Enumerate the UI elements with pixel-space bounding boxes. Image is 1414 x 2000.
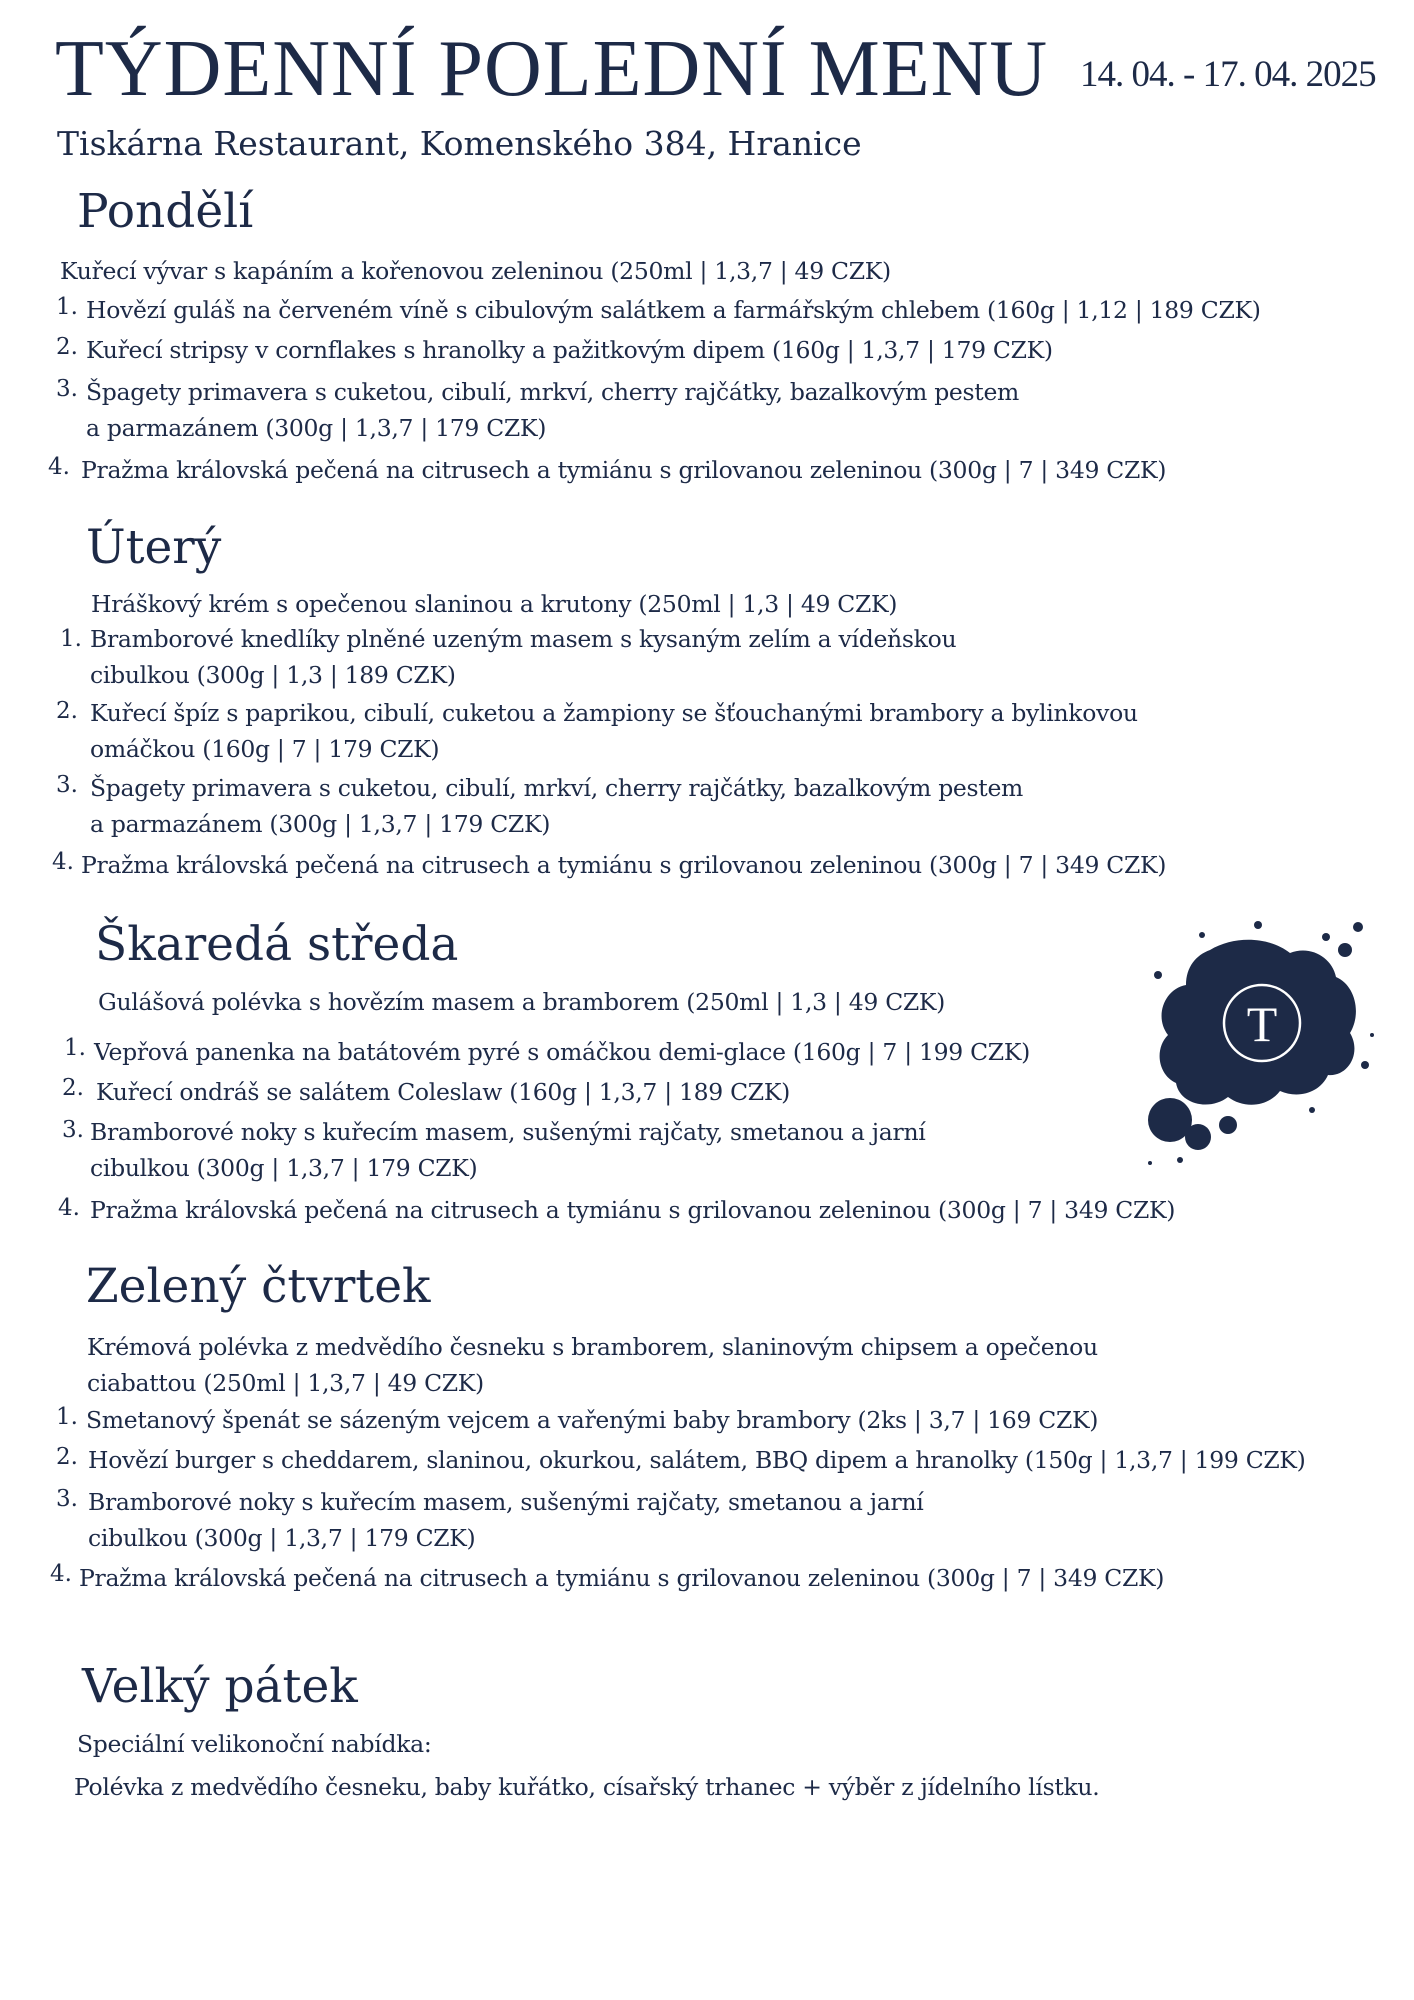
menu-item: Pražma královská pečená na citrusech a tymiánu s grilovanou zeleninou (300g | 7 | 349 CZK) bbox=[79, 1564, 1165, 1592]
soup-monday: Kuřecí vývar s kapáním a kořenovou zeleninou (250ml | 1,3,7 | 49 CZK) bbox=[60, 257, 891, 285]
item-number: 2. bbox=[62, 1075, 84, 1101]
menu-item: Pražma královská pečená na citrusech a tymiánu s grilovanou zeleninou (300g | 7 | 349 CZK) bbox=[81, 456, 1167, 484]
menu-item: Bramborové noky s kuřecím masem, sušenými rajčaty, smetanou a jarní bbox=[90, 1118, 926, 1146]
special-offer-text: Polévka z medvědího česneku, baby kuřátko, císařský trhanec + výběr z jídelního lístku. bbox=[74, 1773, 1100, 1801]
menu-item: Smetanový špenát se sázeným vejcem a vařenými baby brambory (2ks | 3,7 | 169 CZK) bbox=[86, 1406, 1099, 1434]
restaurant-logo bbox=[1140, 915, 1380, 1175]
soup-wednesday: Gulášová polévka s hovězím masem a bramborem (250ml | 1,3 | 49 CZK) bbox=[98, 988, 946, 1016]
page-title: TÝDENNÍ POLEDNÍ MENU bbox=[55, 25, 1049, 113]
soup-tuesday: Hráškový krém s opečenou slaninou a krutony (250ml | 1,3 | 49 CZK) bbox=[91, 590, 898, 618]
item-number: 3. bbox=[56, 376, 78, 402]
item-number: 1. bbox=[56, 1404, 78, 1430]
item-number: 4. bbox=[58, 1195, 80, 1221]
item-number: 1. bbox=[60, 626, 82, 652]
menu-item: Vepřová panenka na batátovém pyré s omáčkou demi-glace (160g | 7 | 199 CZK) bbox=[94, 1038, 1030, 1066]
soup-thursday: Krémová polévka z medvědího česneku s bramborem, slaninovým chipsem a opečenou bbox=[87, 1333, 1098, 1361]
special-offer-label: Speciální velikonoční nabídka: bbox=[77, 1730, 432, 1758]
day-title-friday: Velký pátek bbox=[82, 1659, 358, 1714]
item-number: 3. bbox=[62, 1117, 84, 1143]
day-title-thursday: Zelený čtvrtek bbox=[86, 1259, 431, 1314]
menu-item-continuation: a parmazánem (300g | 1,3,7 | 179 CZK) bbox=[90, 810, 551, 838]
item-number: 2. bbox=[56, 334, 78, 360]
menu-item: Bramborové knedlíky plněné uzeným masem s kysaným zelím a vídeňskou bbox=[90, 625, 957, 653]
menu-item: Kuřecí stripsy v cornflakes s hranolky a pažitkovým dipem (160g | 1,3,7 | 179 CZK) bbox=[86, 336, 1053, 364]
menu-item: Bramborové noky s kuřecím masem, sušenými rajčaty, smetanou a jarní bbox=[88, 1488, 924, 1516]
menu-item-continuation: cibulkou (300g | 1,3,7 | 179 CZK) bbox=[90, 1154, 478, 1182]
soup-thursday-continuation: ciabattou (250ml | 1,3,7 | 49 CZK) bbox=[87, 1369, 484, 1397]
menu-item-continuation: omáčkou (160g | 7 | 179 CZK) bbox=[90, 735, 440, 763]
logo-letter: T bbox=[1246, 996, 1278, 1052]
date-range: 14. 04. - 17. 04. 2025 bbox=[1080, 54, 1376, 95]
day-title-tuesday: Úterý bbox=[86, 520, 222, 575]
item-number: 2. bbox=[56, 1444, 78, 1470]
item-number: 1. bbox=[64, 1035, 86, 1061]
menu-item: Hovězí burger s cheddarem, slaninou, okurkou, salátem, BBQ dipem a hranolky (150g | 1,3,7 | 199 CZK) bbox=[88, 1446, 1306, 1474]
item-number: 2. bbox=[56, 698, 78, 724]
restaurant-address: Tiskárna Restaurant, Komenského 384, Hranice bbox=[57, 124, 862, 163]
menu-item: Kuřecí ondráš se salátem Coleslaw (160g | 1,3,7 | 189 CZK) bbox=[96, 1078, 790, 1106]
item-number: 3. bbox=[56, 1486, 78, 1512]
item-number: 4. bbox=[48, 454, 70, 480]
menu-item: Špagety primavera s cuketou, cibulí, mrkví, cherry rajčátky, bazalkovým pestem bbox=[86, 378, 1020, 406]
day-title-wednesday: Škaredá středa bbox=[95, 917, 459, 972]
menu-item-continuation: a parmazánem (300g | 1,3,7 | 179 CZK) bbox=[86, 414, 547, 442]
item-number: 4. bbox=[50, 1561, 72, 1587]
menu-item: Pražma královská pečená na citrusech a tymiánu s grilovanou zeleninou (300g | 7 | 349 CZK) bbox=[81, 851, 1167, 879]
item-number: 1. bbox=[56, 294, 78, 320]
menu-item: Špagety primavera s cuketou, cibulí, mrkví, cherry rajčátky, bazalkovým pestem bbox=[90, 774, 1024, 802]
menu-item: Pražma královská pečená na citrusech a tymiánu s grilovanou zeleninou (300g | 7 | 349 CZK) bbox=[90, 1196, 1176, 1224]
item-number: 4. bbox=[52, 849, 74, 875]
menu-item-continuation: cibulkou (300g | 1,3 | 189 CZK) bbox=[90, 661, 456, 689]
menu-item: Hovězí guláš na červeném víně s cibulovým salátkem a farmářským chlebem (160g | 1,12 | 189 CZK) bbox=[86, 296, 1261, 324]
menu-item-continuation: cibulkou (300g | 1,3,7 | 179 CZK) bbox=[88, 1524, 476, 1552]
day-title-monday: Pondělí bbox=[77, 184, 254, 239]
menu-item: Kuřecí špíz s paprikou, cibulí, cuketou a žampiony se šťouchanými brambory a bylinkovou bbox=[90, 699, 1138, 727]
item-number: 3. bbox=[56, 772, 78, 798]
